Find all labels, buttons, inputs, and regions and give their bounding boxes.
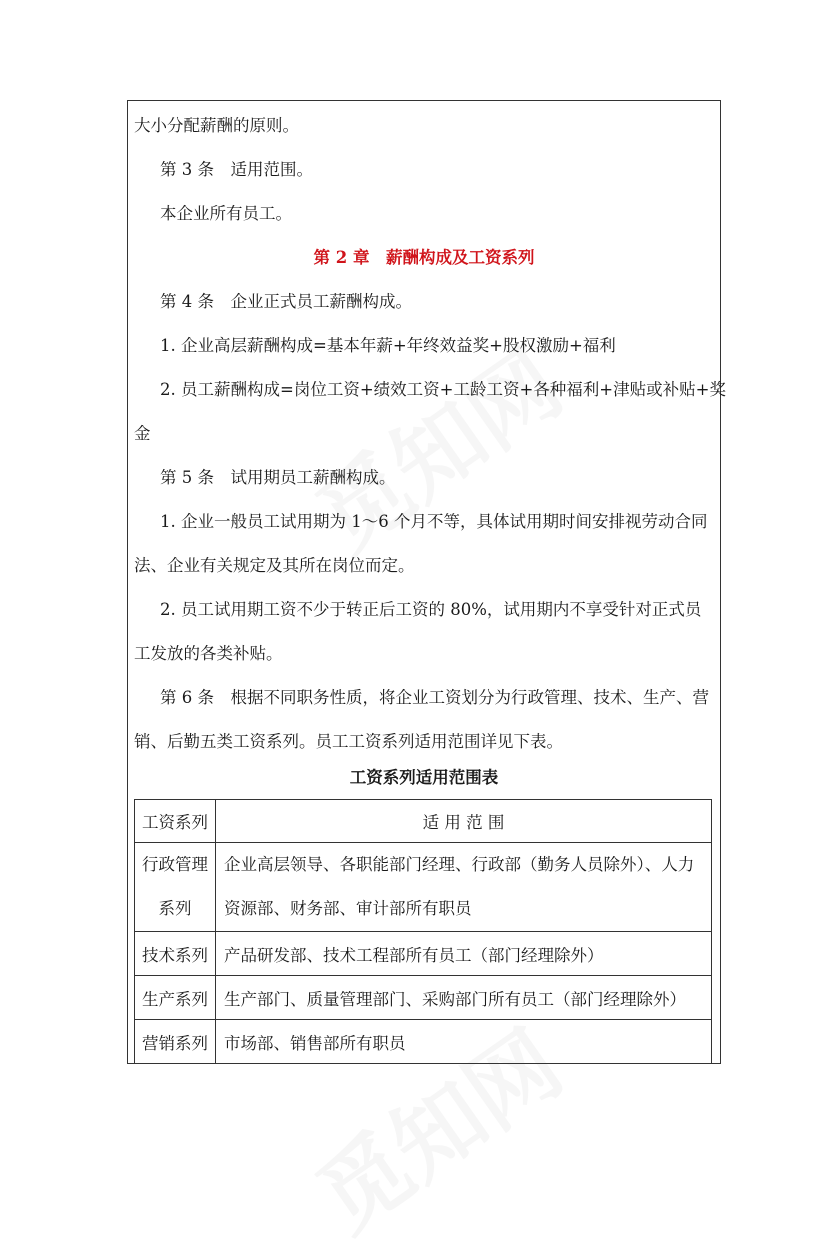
scope-cell: 市场部、销售部所有职员 [216, 1020, 712, 1064]
header-scope: 适 用 范 围 [216, 800, 712, 843]
paragraph-line: 销、后勤五类工资系列。员工工资系列适用范围详见下表。 [134, 732, 563, 751]
series-line: 行政管理 [142, 855, 208, 874]
table-header-row [135, 800, 712, 843]
series-cell: 技术系列 [135, 932, 216, 976]
paragraph-line: 2. 员工试用期工资不少于转正后工资的 80%，试用期内不享受针对正式员 [160, 600, 702, 619]
paragraph-line: 2. 员工薪酬构成=岗位工资+绩效工资+工龄工资+各种福利+津贴或补贴+奖 [160, 380, 726, 399]
table-row [135, 843, 712, 932]
paragraph-line: 大小分配薪酬的原则。 [134, 116, 299, 135]
table-row [135, 1020, 712, 1064]
paragraph-line: 工发放的各类补贴。 [134, 644, 283, 663]
paragraph-line: 1. 企业高层薪酬构成=基本年薪+年终效益奖+股权激励+福利 [160, 336, 616, 355]
article-6-title: 第 6 条 根据不同职务性质，将企业工资划分为行政管理、技术、生产、营 [160, 688, 709, 707]
series-cell: 营销系列 [135, 1020, 216, 1064]
salary-series-table [134, 799, 712, 1064]
paragraph-line: 1. 企业一般员工试用期为 1～6 个月不等，具体试用期时间安排视劳动合同 [160, 512, 708, 531]
table-row [135, 976, 712, 1020]
header-series: 工资系列 [135, 800, 216, 843]
scope-line: 企业高层领导、各职能部门经理、行政部（勤务人员除外）、人力 [224, 855, 695, 874]
article-3-title: 第 3 条 适用范围。 [160, 160, 313, 179]
series-line: 系列 [158, 899, 192, 918]
chapter-2-heading: 第 2 章 薪酬构成及工资系列 [313, 248, 535, 267]
article-5-title: 第 5 条 试用期员工薪酬构成。 [160, 468, 396, 487]
paragraph-line: 本企业所有员工。 [160, 204, 292, 223]
paragraph-line: 金 [134, 424, 151, 443]
table-title: 工资系列适用范围表 [349, 768, 499, 787]
series-cell: 生产系列 [135, 976, 216, 1020]
series-cell [135, 843, 216, 932]
document-frame [127, 100, 726, 1064]
article-4-title: 第 4 条 企业正式员工薪酬构成。 [160, 292, 412, 311]
scope-cell: 生产部门、质量管理部门、采购部门所有员工（部门经理除外） [216, 976, 712, 1020]
paragraph-line: 法、企业有关规定及其所在岗位而定。 [134, 556, 415, 575]
scope-cell [216, 843, 712, 932]
table-row [135, 932, 712, 976]
scope-cell: 产品研发部、技术工程部所有员工（部门经理除外） [216, 932, 712, 976]
scope-line: 资源部、财务部、审计部所有职员 [224, 899, 472, 918]
